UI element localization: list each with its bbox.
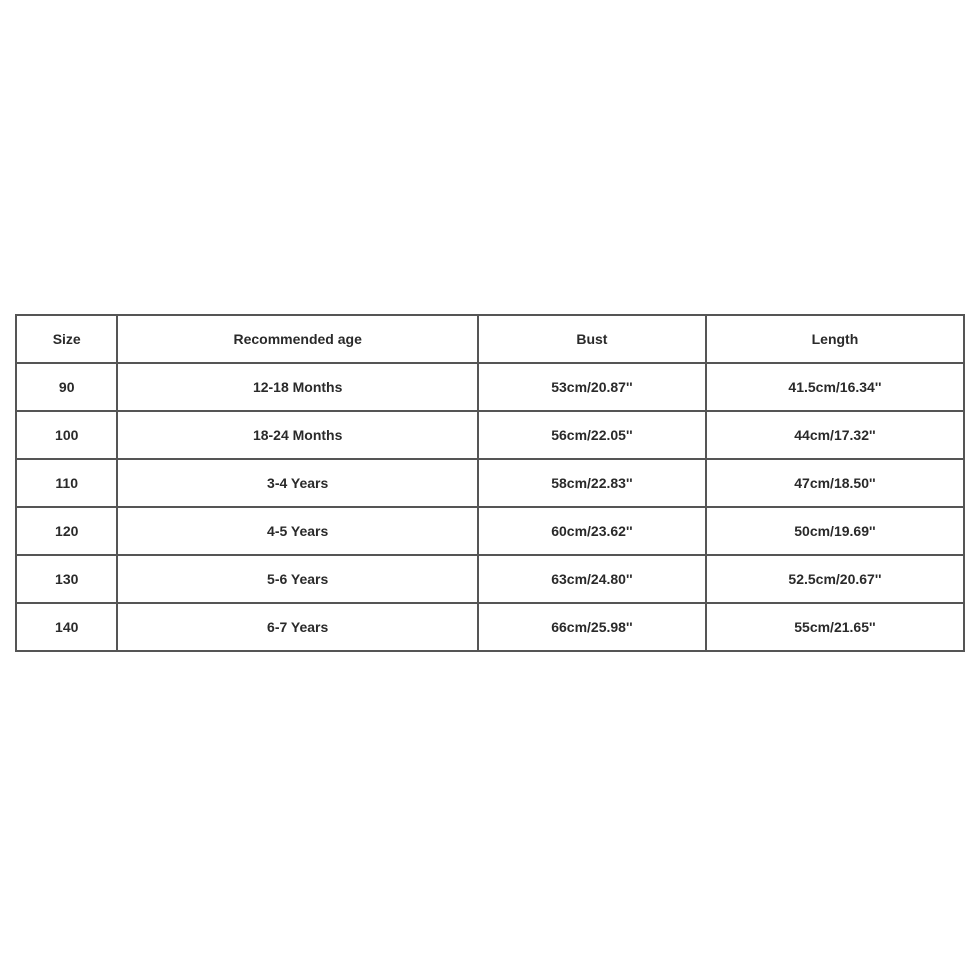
cell-recommended-age: 3-4 Years	[117, 459, 478, 507]
cell-length: 47cm/18.50''	[706, 459, 964, 507]
cell-length: 41.5cm/16.34''	[706, 363, 964, 411]
cell-recommended-age: 12-18 Months	[117, 363, 478, 411]
cell-recommended-age: 4-5 Years	[117, 507, 478, 555]
table-row	[16, 459, 964, 507]
cell-length: 44cm/17.32''	[706, 411, 964, 459]
cell-bust: 53cm/20.87''	[478, 363, 706, 411]
table-row	[16, 507, 964, 555]
cell-bust: 60cm/23.62''	[478, 507, 706, 555]
cell-recommended-age: 5-6 Years	[117, 555, 478, 603]
cell-length: 52.5cm/20.67''	[706, 555, 964, 603]
table-row	[16, 411, 964, 459]
cell-size: 120	[16, 507, 117, 555]
cell-length: 50cm/19.69''	[706, 507, 964, 555]
cell-size: 140	[16, 603, 117, 651]
cell-size: 110	[16, 459, 117, 507]
table-row	[16, 603, 964, 651]
header-length: Length	[706, 315, 964, 363]
header-recommended-age: Recommended age	[117, 315, 478, 363]
cell-bust: 56cm/22.05''	[478, 411, 706, 459]
header-size: Size	[16, 315, 117, 363]
table-header-row	[16, 315, 964, 363]
cell-bust: 66cm/25.98''	[478, 603, 706, 651]
cell-recommended-age: 18-24 Months	[117, 411, 478, 459]
cell-bust: 58cm/22.83''	[478, 459, 706, 507]
cell-size: 100	[16, 411, 117, 459]
table-row	[16, 363, 964, 411]
table-row	[16, 555, 964, 603]
cell-size: 130	[16, 555, 117, 603]
size-chart-table	[15, 314, 965, 652]
header-bust: Bust	[478, 315, 706, 363]
cell-length: 55cm/21.65''	[706, 603, 964, 651]
cell-recommended-age: 6-7 Years	[117, 603, 478, 651]
cell-size: 90	[16, 363, 117, 411]
cell-bust: 63cm/24.80''	[478, 555, 706, 603]
